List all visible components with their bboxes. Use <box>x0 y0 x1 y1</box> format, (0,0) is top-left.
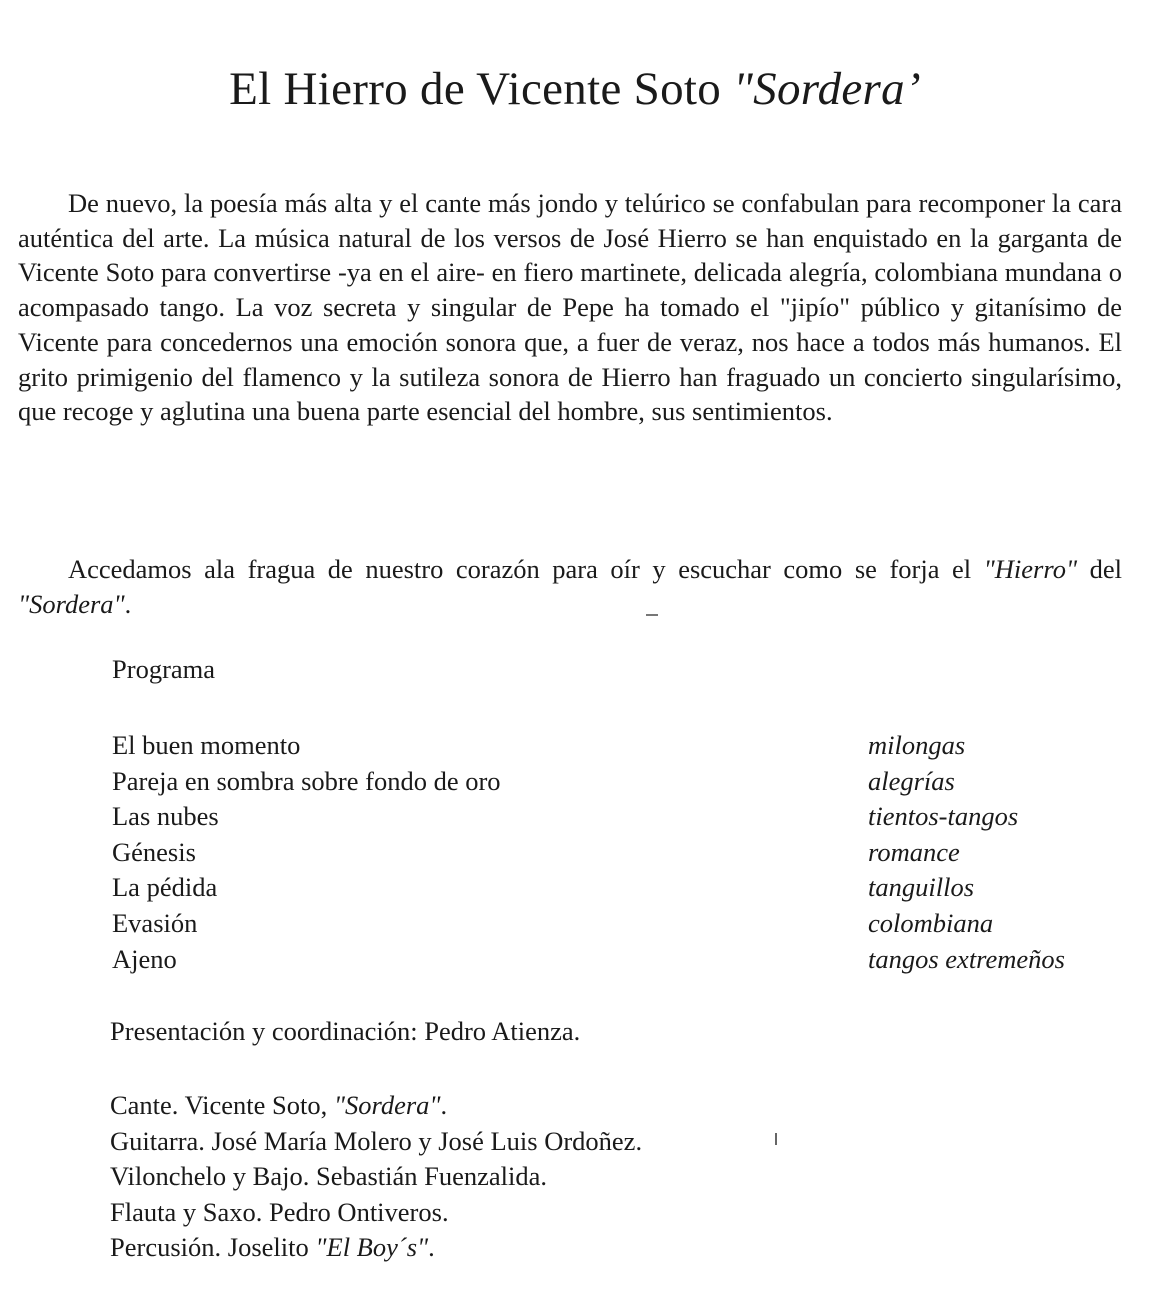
credit-role: Vilonchelo y Bajo. Sebastián Fuenzalida. <box>110 1161 548 1192</box>
invitation-text-2: del <box>1077 554 1123 584</box>
program-style: alegrías <box>868 765 955 796</box>
credit-role: Guitarra. José María Molero y José Luis Ordoñez. <box>110 1125 643 1156</box>
program-item <box>112 835 1112 871</box>
program-style: tanguillos <box>868 872 975 903</box>
program-item <box>112 799 1112 835</box>
credit-end: . <box>440 1090 448 1120</box>
document-title <box>0 62 1150 116</box>
program-item <box>112 942 1112 978</box>
credit-nickname: "El Boy´s" <box>315 1232 429 1263</box>
program-item <box>112 728 1112 764</box>
program-song: Ajeno <box>112 943 177 974</box>
invitation-hierro: "Hierro" <box>983 554 1078 584</box>
intro-paragraph: De nuevo, la poesía más alta y el cante más jondo y telúrico se confabulan para recomponer la cara auténtica del arte. La música natural de los versos de José Hierro se han enquistado en la garganta de Vicente Soto para convertirse -ya en el aire- en fiero martinete, delicada alegría, colombiana mundana o acompasado tango. La voz secreta y singular de Pepe ha tomado el "jipío" público y gitanísimo de Vicente para concedernos una emoción sonora que, a fuer de veraz, nos hace a todos más humanos. El grito primigenio del flamenco y la sutileza sonora de Hierro han fraguado un concierto singularísimo, que recoge y aglutina una buena parte esencial del hombre, sus sentimientos. <box>18 188 1122 427</box>
program-song: Las nubes <box>112 801 219 832</box>
program-item <box>112 870 1112 906</box>
credit-item <box>110 1195 642 1231</box>
presentation-line: Presentación y coordinación: Pedro Atienza. <box>110 1016 581 1046</box>
scan-speck <box>646 614 658 616</box>
credit-role: Cante. Vicente Soto, <box>110 1090 334 1120</box>
credit-item <box>110 1159 642 1195</box>
credit-role: Flauta y Saxo. Pedro Ontiveros. <box>110 1196 449 1227</box>
credit-item <box>110 1088 642 1124</box>
credit-role: Percusión. Joselito <box>110 1232 316 1263</box>
program-style: tangos extremeños <box>868 943 1065 974</box>
credit-item <box>110 1124 642 1160</box>
program-song: Evasión <box>112 907 198 938</box>
program-style: tientos-tangos <box>868 801 1019 832</box>
program-style: colombiana <box>868 907 994 938</box>
scan-speck <box>775 1133 777 1145</box>
program-style: milongas <box>868 730 966 760</box>
program-song: Génesis <box>112 836 196 867</box>
program-item <box>112 906 1112 942</box>
invitation-paragraph <box>18 552 1122 621</box>
credit-item <box>110 1230 642 1266</box>
credits-list <box>110 1088 642 1266</box>
program-song: Pareja en sombra sobre fondo de oro <box>112 765 501 796</box>
program-list <box>112 728 1112 977</box>
program-item <box>112 764 1112 800</box>
invitation-text-1: Accedamos ala fragua de nuestro corazón para oír y escuchar como se forja el <box>68 554 984 584</box>
credit-end: . <box>428 1232 435 1263</box>
invitation-text-3: . <box>124 588 132 619</box>
credit-nickname: "Sordera" <box>333 1090 441 1120</box>
program-song: El buen momento <box>112 730 301 760</box>
program-heading: Programa <box>112 654 216 684</box>
program-style: romance <box>868 836 960 867</box>
program-song: La pédida <box>112 872 218 903</box>
invitation-sordera: "Sordera" <box>18 588 125 619</box>
title-nickname: "Sordera’ <box>733 63 921 115</box>
title-main: El Hierro de Vicente Soto <box>229 63 734 115</box>
